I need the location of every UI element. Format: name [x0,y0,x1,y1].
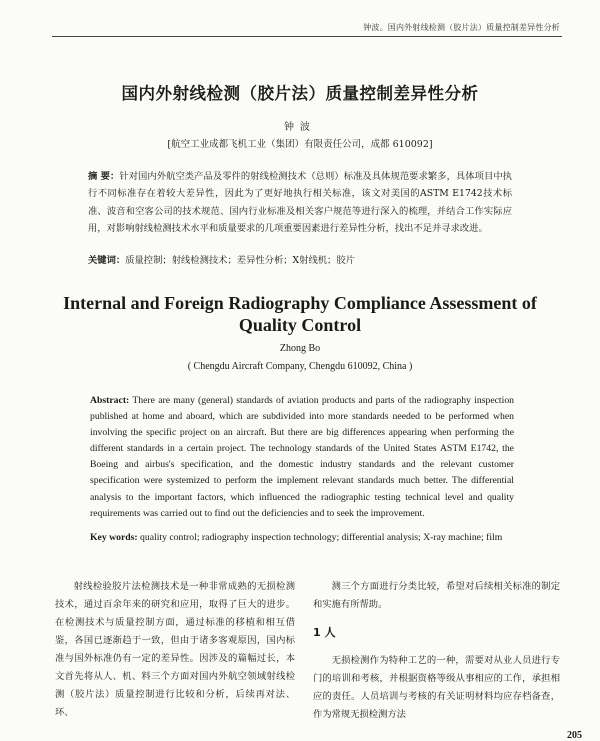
english-abstract [90,393,514,522]
chinese-title: 国内外射线检测（胶片法）质量控制差异性分析 [121,84,479,103]
english-keywords [90,531,514,545]
chinese-author: 钟波 [284,122,316,133]
english-title [0,292,600,336]
body-left-column [55,578,295,722]
header-rule [52,36,562,37]
section-heading: 1 人 [313,626,336,639]
chinese-affiliation: [航空工业成都飞机工业（集团）有限责任公司，成都 610092] [167,139,433,150]
chinese-keywords [88,254,512,268]
english-affiliation: ( Chengdu Aircraft Company, Chengdu 610092, China ) [187,361,413,372]
english-title-line1: Internal and Foreign Radiography Compliance Assessment of [63,293,537,313]
english-author: Zhong Bo [279,343,321,354]
chinese-keywords-label: 关键词： [88,255,126,266]
page-number: 205 [567,730,582,741]
body-paragraph: 测三个方面进行分类比较，希望对后续相关标准的制定和实施有所帮助。 [313,581,560,610]
chinese-abstract [88,168,512,237]
running-header: 钟波。国内外射线检测（胶片法）质量控制差异性分析 [363,23,560,32]
english-keywords-text: quality control; radiography inspection technology; differential analysis; X-ray machine; film [140,532,503,543]
english-abstract-label: Abstract: [90,395,130,406]
english-abstract-text: There are many (general) standards of aviation products and parts of the radiography inspection published at home and aboard, which are subdivided into more standards needed to be performed when involving the specific project on an aircraft. But there are big differences appearing when performing the different standards in a certain project. The technology standards of the United States ASTM E1742, the Boeing and airbus's specification, and the domestic industry standards and the relevant customer specification were systemized to perform the implement relevant standards much better. The differential analysis to the important factors, which influenced the radiographic testing technical level and quality requirements was carried out to find out the deficiencies and to seek the improvement. [90,395,515,519]
chinese-abstract-label: 摘 要： [88,171,120,182]
chinese-abstract-text: 针对国内外航空类产品及零件的射线检测技术（总则）标准及具体规范要求繁多，具体项目中执行不同标准存在着较大差异性，因此为了更好地执行相关标准，该文对美国的ASTM E1742技术标准、波音和空客公司的技术规范、国内行业标准及相关客户规范等进行深入的梳理，并结合工作实际应用，对影响射线检测技术水平和质量要求的几项重要因素进行差异性分析，找出不足并寻求改进。 [88,171,512,234]
chinese-keywords-text: 质量控制；射线检测技术；差异性分析；X射线机；胶片 [125,255,355,266]
body-right-column [313,578,560,724]
english-keywords-label: Key words: [90,532,138,543]
body-paragraph: 无损检测作为特种工艺的一种，需要对从业人员进行专门的培训和考核，并根据资格等级从事相应的工作，承担相应的责任。人员培训与考核的有关证明材料均应存档备查，作为常规无损检测方法 [313,655,560,720]
english-title-line2: Quality Control [238,315,362,335]
body-paragraph: 射线检验胶片法检测技术是一种非常成熟的无损检测技术，通过百余年来的研究和应用，取得了巨大的进步。在检测技术与质量控制方面，通过标准的移植和相互借鉴，各国已逐渐趋于一致，但由于诸多客观原因，国内标准与国外标准仍有一定的差异性。因涉及的篇幅过长，本文首先将从人、机、料三个方面对国内外航空领域射线检测（胶片法）质量控制进行比较和分析，后续再对法、环、 [55,581,295,718]
